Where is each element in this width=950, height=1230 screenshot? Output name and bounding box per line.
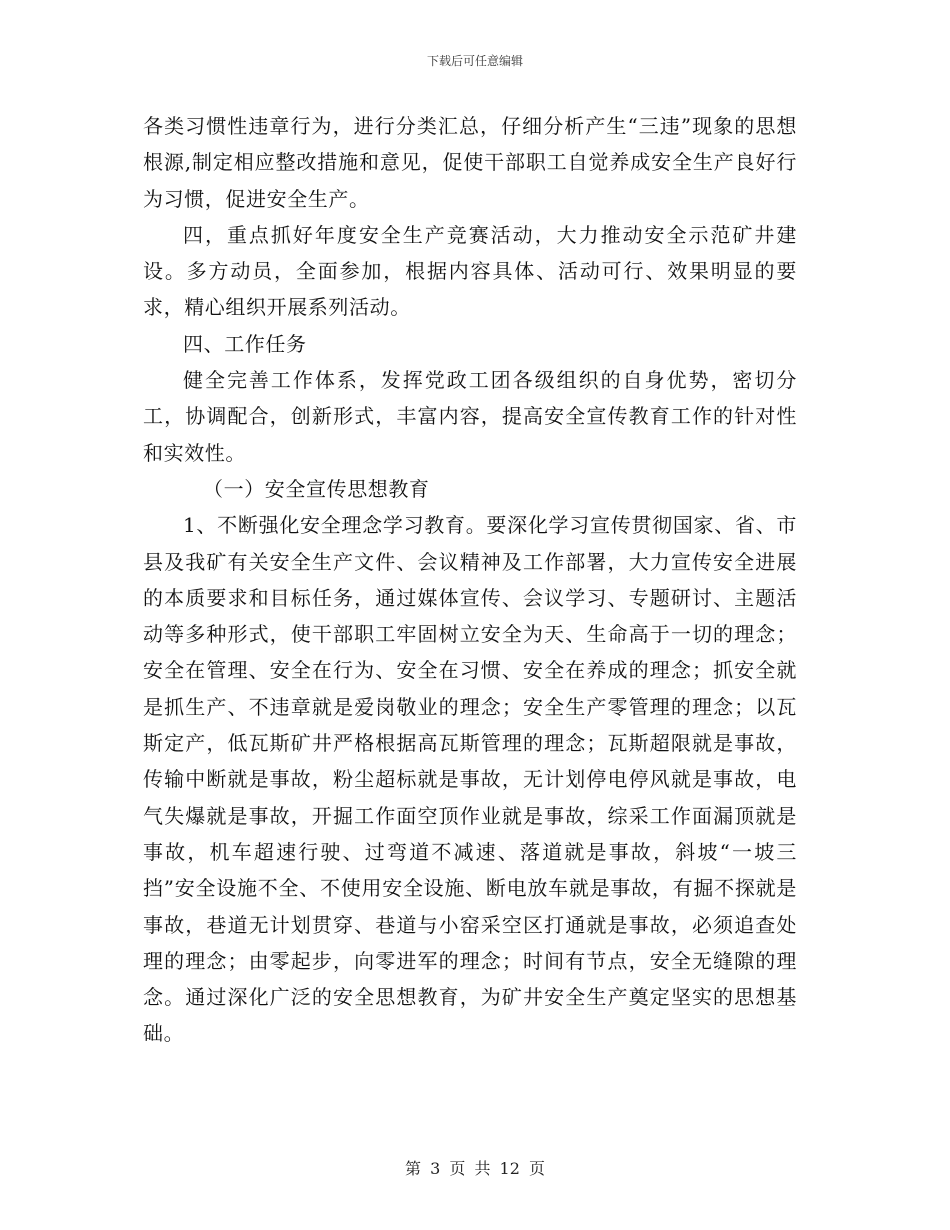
section-heading-work-tasks: 四、工作任务: [183, 331, 307, 356]
paragraph-safety-competition: 四，重点抓好年度安全生产竞赛活动，大力推动安全示范矿井建设。多方动员，全面参加，根据内容具体、活动可行、效果明显的要求，精心组织开展系列活动。: [143, 222, 797, 320]
document-body: [143, 108, 797, 1052]
subsection-heading-safety-education: （一）安全宣传思想教育: [203, 476, 430, 501]
page-header: 下载后可任意编辑: [426, 54, 523, 68]
page-footer-page-number: 第 3 页 共 12 页: [405, 1159, 545, 1178]
paragraph-work-system: 健全完善工作体系，发挥党政工团各级组织的自身优势，密切分工，协调配合，创新形式，丰富内容，提高安全宣传教育工作的针对性和实效性。: [143, 368, 797, 465]
paragraph-safety-concepts: 1、不断强化安全理念学习教育。要深化学习宣传贯彻国家、省、市县及我矿有关安全生产文件、会议精神及工作部署，大力宣传安全进展的本质要求和目标任务，通过媒体宣传、会议学习、专题研讨、主题活动等多种形式，使干部职工牢固树立安全为天、生命高于一切的理念；安全在管理、安全在行为、安全在习惯、安全在养成的理念；抓安全就是抓生产、不违章就是爱岗敬业的理念；安全生产零管理的理念；以瓦斯定产，低瓦斯矿井严格根据高瓦斯管理的理念；瓦斯超限就是事故，传输中断就是事故，粉尘超标就是事故，无计划停电停风就是事故，电气失爆就是事故，开掘工作面空顶作业就是事故，综采工作面漏顶就是事故，机车超速行驶、过弯道不减速、落道就是事故，斜坡“一坡三挡”安全设施不全、不使用安全设施、断电放车就是事故，有掘不探就是事故，巷道无计划贯穿、巷道与小窑采空区打通就是事故，必须追查处理的理念；由零起步，向零进军的理念；时间有节点，安全无缝隙的理念。通过深化广泛的安全思想教育，为矿井安全生产奠定坚实的思想基础。: [143, 513, 797, 1046]
paragraph-habitual-violations: 各类习惯性违章行为，进行分类汇总，仔细分析产生“三违”现象的思想根源,制定相应整改措施和意见，促使干部职工自觉养成安全生产良好行为习惯，促进安全生产。: [143, 114, 797, 211]
